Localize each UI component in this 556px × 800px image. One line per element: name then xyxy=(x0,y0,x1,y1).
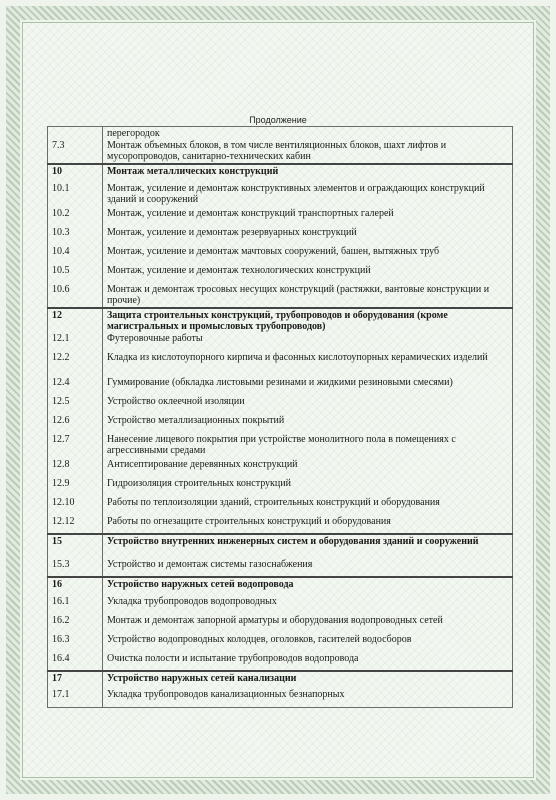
section-row xyxy=(48,308,513,332)
row-text: Монтаж, усиление и демонтаж конструктивных элементов и ограждающих конструкций зданий и сооружений xyxy=(103,182,513,207)
row-text: Укладка трубопроводов водопроводных xyxy=(103,595,513,614)
table-row xyxy=(48,458,513,477)
row-number: 16.4 xyxy=(48,652,103,671)
row-number: 10.3 xyxy=(48,226,103,245)
table-row xyxy=(48,283,513,308)
row-number: 12.9 xyxy=(48,477,103,496)
table-row xyxy=(48,127,513,140)
table-row xyxy=(48,433,513,458)
row-number: 12.10 xyxy=(48,496,103,515)
row-number: 12.6 xyxy=(48,414,103,433)
table-row xyxy=(48,264,513,283)
table-row xyxy=(48,351,513,376)
row-number: 10 xyxy=(48,164,103,182)
row-text: Нанесение лицевого покрытия при устройстве монолитного пола в помещениях с агрессивными средами xyxy=(103,433,513,458)
row-number: 15 xyxy=(48,534,103,558)
row-text: Очистка полости и испытание трубопроводов водопровода xyxy=(103,652,513,671)
row-number: 10.5 xyxy=(48,264,103,283)
row-text: Устройство наружных сетей водопровода xyxy=(103,577,513,595)
row-number: 17 xyxy=(48,671,103,688)
table-row xyxy=(48,595,513,614)
row-text: Монтаж, усиление и демонтаж резервуарных конструкций xyxy=(103,226,513,245)
row-number xyxy=(48,127,103,140)
row-text: Работы по теплоизоляции зданий, строительных конструкций и оборудования xyxy=(103,496,513,515)
table-row xyxy=(48,614,513,633)
row-number: 12.12 xyxy=(48,515,103,534)
row-text: Укладка трубопроводов канализационных безнапорных xyxy=(103,688,513,707)
row-text: Работы по огнезащите строительных конструкций и оборудования xyxy=(103,515,513,534)
row-text: Гидроизоляция строительных конструкций xyxy=(103,477,513,496)
row-text: Устройство и демонтаж системы газоснабжения xyxy=(103,558,513,577)
row-text: Монтаж и демонтаж запорной арматуры и оборудования водопроводных сетей xyxy=(103,614,513,633)
row-text: Монтаж, усиление и демонтаж мачтовых сооружений, башен, вытяжных труб xyxy=(103,245,513,264)
row-text: Устройство внутренних инженерных систем и оборудования зданий и сооружений xyxy=(103,534,513,558)
row-text: Монтаж и демонтаж тросовых несущих конструкций (растяжки, вантовые конструкции и прочие) xyxy=(103,283,513,308)
row-text: Кладка из кислотоупорного кирпича и фасонных кислотоупорных керамических изделий xyxy=(103,351,513,376)
table-row xyxy=(48,139,513,164)
row-number: 12.5 xyxy=(48,395,103,414)
row-number: 10.4 xyxy=(48,245,103,264)
row-text: Устройство оклеечной изоляции xyxy=(103,395,513,414)
row-number: 12.8 xyxy=(48,458,103,477)
row-number: 17.1 xyxy=(48,688,103,707)
table-row xyxy=(48,496,513,515)
row-number: 16.2 xyxy=(48,614,103,633)
table-row xyxy=(48,207,513,226)
row-text: Монтаж металлических конструкций xyxy=(103,164,513,182)
row-number: 10.6 xyxy=(48,283,103,308)
row-number: 12.7 xyxy=(48,433,103,458)
row-number: 12 xyxy=(48,308,103,332)
row-text: Защита строительных конструкций, трубопроводов и оборудования (кроме магистральных и промысловых трубопроводов) xyxy=(103,308,513,332)
row-text: Антисептирование деревянных конструкций xyxy=(103,458,513,477)
row-number: 12.4 xyxy=(48,376,103,395)
row-number: 10.1 xyxy=(48,182,103,207)
section-row xyxy=(48,577,513,595)
work-types-table xyxy=(47,126,513,708)
section-row xyxy=(48,671,513,688)
row-text: Устройство водопроводных колодцев, оголовков, гасителей водосборов xyxy=(103,633,513,652)
row-number: 15.3 xyxy=(48,558,103,577)
table-row xyxy=(48,395,513,414)
row-text: Монтаж, усиление и демонтаж технологических конструкций xyxy=(103,264,513,283)
table-row xyxy=(48,633,513,652)
table-row xyxy=(48,226,513,245)
table-row xyxy=(48,688,513,707)
section-row xyxy=(48,534,513,558)
section-row xyxy=(48,164,513,182)
row-text: перегородок xyxy=(103,127,513,140)
row-text: Монтаж, усиление и демонтаж конструкций транспортных галерей xyxy=(103,207,513,226)
row-text: Монтаж объемных блоков, в том числе вентиляционных блоков, шахт лифтов и мусоропроводов, санитарно-технических кабин xyxy=(103,139,513,164)
table-row xyxy=(48,652,513,671)
table-row xyxy=(48,182,513,207)
row-number: 7.3 xyxy=(48,139,103,164)
table-row xyxy=(48,558,513,577)
row-text: Устройство металлизационных покрытий xyxy=(103,414,513,433)
row-text: Гуммирование (обкладка листовыми резинами и жидкими резиновыми смесями) xyxy=(103,376,513,395)
row-text: Устройство наружных сетей канализации xyxy=(103,671,513,688)
table-row xyxy=(48,376,513,395)
row-number: 10.2 xyxy=(48,207,103,226)
continuation-label: Продолжение xyxy=(249,115,307,125)
table-row xyxy=(48,515,513,534)
row-number: 16.1 xyxy=(48,595,103,614)
table-row xyxy=(48,245,513,264)
row-text: Футеровочные работы xyxy=(103,332,513,351)
row-number: 12.2 xyxy=(48,351,103,376)
row-number: 16.3 xyxy=(48,633,103,652)
row-number: 16 xyxy=(48,577,103,595)
row-number: 12.1 xyxy=(48,332,103,351)
table-row xyxy=(48,477,513,496)
table-row xyxy=(48,414,513,433)
table-row xyxy=(48,332,513,351)
